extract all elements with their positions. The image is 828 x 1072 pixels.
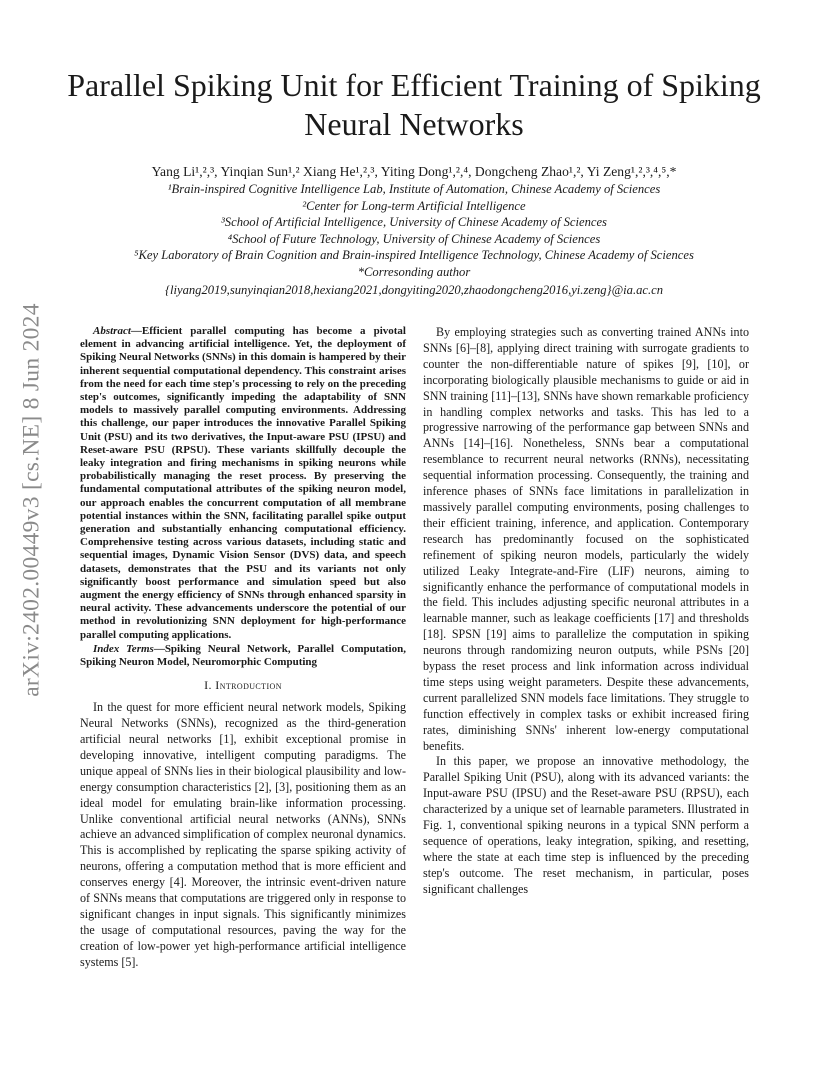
affiliation-1: ¹Brain-inspired Cognitive Intelligence Lab, Institute of Automation, Chinese Academy of Sciences	[167, 182, 661, 196]
arxiv-id: arXiv:2402.00449v3 [cs.NE] 8 Jun 2024	[18, 303, 45, 697]
index-terms	[80, 643, 406, 669]
abstract	[80, 325, 406, 642]
affiliation-3: ³School of Artificial Intelligence, University of Chinese Academy of Sciences	[221, 215, 607, 230]
abstract-label: Abstract	[93, 325, 131, 337]
intro-paragraph-1: In the quest for more efficient neural network models, Spiking Neural Networks (SNNs), recognized as the third-generation artificial neural networks [1], exhibit exceptional promise in developing innovative, intelligent computing paradigms. The unique appeal of SNNs lies in their biological plausibility and low-energy consumption characteristics [2], [3], positioning them as an ideal model for emulating brain-like information processing. Unlike conventional artificial neural networks (ANNs), SNNs achieve an advanced simplification of complex neuronal dynamics. This is accomplished by replicating the sparse spiking activity of neurons, offering a computation method that is more efficient and conserves energy [4]. Moreover, the intrinsic event-driven nature of SNNs means that computations are triggered only in response to significant changes in input signals. This significantly minimizes the usage of computational resources, paving the way for the creation of low-power yet high-performance artificial intelligence systems [5].	[80, 700, 406, 969]
author-emails: {liyang2019,sunyinqian2018,hexiang2021,dongyiting2020,zhaodongcheng2016,yi.zeng}@ia.ac.cn	[164, 282, 664, 297]
paper-title: Parallel Spiking Unit for Efficient Training of Spiking Neural Networks	[67, 67, 761, 142]
left-column	[80, 325, 406, 971]
index-terms-text: —Spiking Neural Network, Parallel Computation, Spiking Neuron Model, Neuromorphic Computing	[80, 642, 406, 669]
index-terms-label: Index Terms	[93, 642, 154, 655]
corresponding-note: *Corresonding author	[357, 264, 471, 279]
arxiv-stamp	[12, 300, 52, 700]
section-heading: I. Introduction	[204, 678, 282, 693]
intro-paragraph-2: By employing strategies such as converting trained ANNs into SNNs [6]–[8], applying direct training with surrogate gradients to counter the non-differentiable nature of spikes [9], [10], or incorporating biologically plausible mechanisms to guide or aid in SNN training [11]–[13], SNNs have shown remarkable proficiency in handling complex networks and tasks. This has led to a progressive narrowing of the performance gap between SNNs and ANNs [14]–[16]. Nonetheless, SNNs bear a computational resemblance to recurrent neural networks (RNNs), necessitating sequential information processing. Consequently, the training and inference phases of SNNs face limitations in parallelization in massively parallel computing environments, posing challenges to their efficient training, inference, and application. Contemporary research has predominantly focused on the sophisticated refinement of spiking neuron models, particularly the widely utilized Leaky Integrate-and-Fire (LIF) neurons, aiming to significantly enhance the performance of computational models in the field. This includes adjusting specific neuronal attributes in a learnable manner, such as leakage coefficients [17] and thresholds [18]. SPSN [19] aims to parallelize the computation in spiking neurons through randomizing neuron outputs, while PSNs [20] bypass the reset process and link information across individual time steps using weight parameters. Despite these advancements, current parallelized SNN models face limitations. They struggle to function effectively in complex tasks or exhibit increased firing rates, diminishing SNNs' inherent low-energy computational benefits.	[423, 325, 749, 753]
affiliation-5: ⁵Key Laboratory of Brain Cognition and Brain-inspired Intelligence Technology, Chinese Academy of Sciences	[134, 248, 694, 263]
author-list: Yang Li¹,²,³, Yinqian Sun¹,² Xiang He¹,²,³, Yiting Dong¹,²,⁴, Dongcheng Zhao¹,², Yi Zeng¹,²,³,⁴,⁵,*	[151, 164, 677, 179]
intro-paragraph-3: In this paper, we propose an innovative methodology, the Parallel Spiking Unit (PSU), along with its advanced variants: the Input-aware PSU (IPSU) and the Reset-aware PSU (RPSU), each characterized by a unique set of learnable parameters. Illustrated in Fig. 1, conventional spiking neurons in a typical SNN perform a sequence of operations, leaky integration, spiking, and resetting, where the state at each time step is influenced by the preceding step's outcome. The reset mechanism, in particular, poses significant challenges	[423, 754, 749, 896]
abstract-text: —Efficient parallel computing has become a pivotal element in advancing artificial intelligence. Yet, the deployment of Spiking Neural Networks (SNNs) in this domain is hampered by their inherent sequential computational dependency. This constraint arises from the need for each time step's processing to rely on the preceding step's outcomes, significantly impeding the adaptability of SNN models to massively parallel computing environments. Addressing this challenge, our paper introduces the innovative Parallel Spiking Unit (PSU) and its two derivatives, the Input-aware PSU (IPSU) and Reset-aware PSU (RPSU). These variants skillfully decouple the leaky integration and firing mechanisms in spiking neurons while probabilistically managing the reset process. By preserving the fundamental computational attributes of the spiking neuron model, our approach enables the concurrent computation of all membrane potential instances within the SNN, facilitating parallel spike output generation and substantially enhancing computational efficiency. Comprehensive testing across various datasets, including static and sequential images, Dynamic Vision Sensor (DVS) data, and speech datasets, demonstrates that the PSU and its variants not only significantly boost performance and simulation speed but also augment the energy efficiency of SNNs through enhanced sparsity in neural activity. These advancements underscore the potential of our method in revolutionizing SNN deployment for high-performance parallel computing applications.	[80, 325, 406, 641]
right-column	[423, 325, 749, 898]
affiliation-4: ⁴School of Future Technology, University of Chinese Academy of Sciences	[227, 231, 601, 246]
affiliation-2: ²Center for Long-term Artificial Intelligence	[302, 198, 526, 213]
affiliations	[40, 181, 788, 298]
